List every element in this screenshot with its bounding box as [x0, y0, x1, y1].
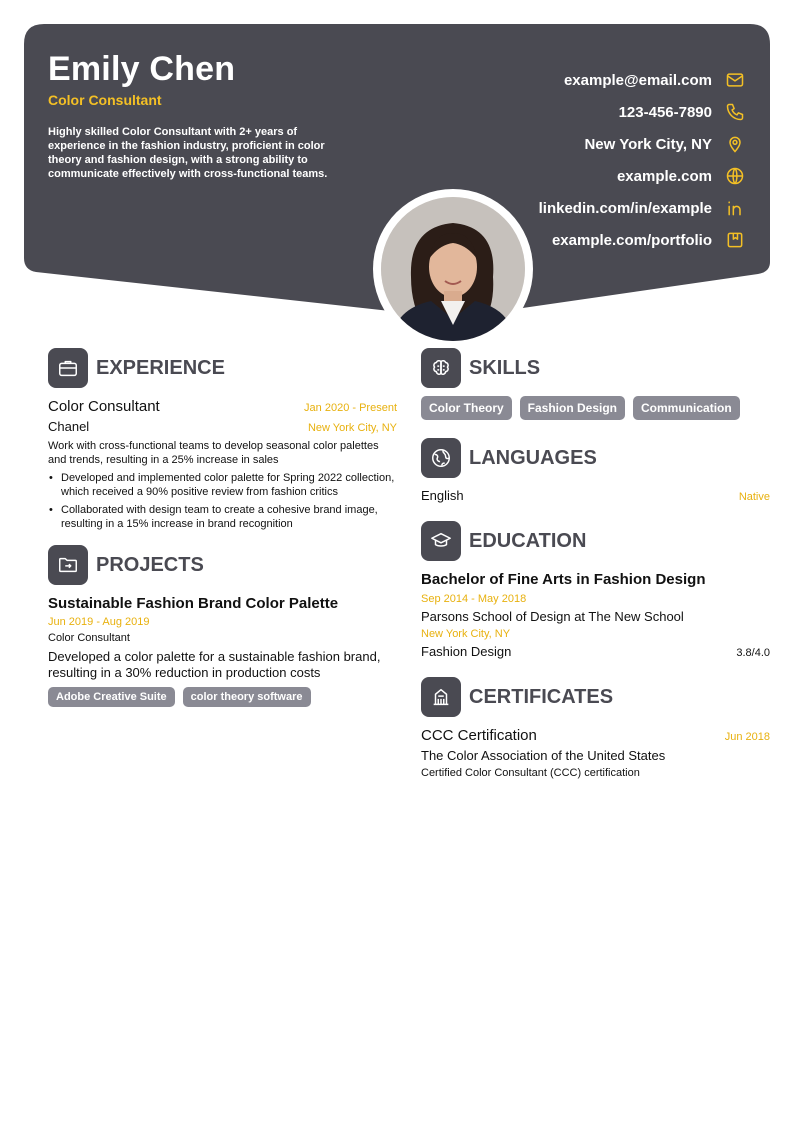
- right-column: [421, 348, 770, 779]
- contact-website[interactable]: [386, 160, 746, 192]
- contact-website-text[interactable]: example.com: [616, 167, 712, 185]
- project-description: Developed a color palette for a sustainable fashion brand, resulting in a 30% reduction in production costs: [48, 649, 381, 680]
- globe-icon: [724, 165, 746, 187]
- brain-icon: [421, 348, 461, 388]
- project-date: Jun 2019 - Aug 2019: [48, 616, 150, 628]
- list-item: • Collaborated with design team to create a cohesive brand image, resulting in a 15% increase in brand recognition: [48, 503, 397, 531]
- contact-phone[interactable]: [386, 96, 746, 128]
- certificate-date: Jun 2018: [724, 731, 770, 743]
- skills-list: [421, 396, 770, 420]
- avatar: [381, 197, 525, 341]
- education-field: Fashion Design: [421, 644, 512, 659]
- linkedin-icon: [724, 197, 746, 219]
- project-role: Color Consultant: [48, 632, 130, 644]
- job-bullets: [48, 471, 397, 531]
- education-title: EDUCATION: [469, 529, 587, 552]
- certificate-issuer: The Color Association of the United States: [421, 748, 666, 763]
- education-degree: Bachelor of Fine Arts in Fashion Design: [421, 571, 706, 588]
- phone-icon: [724, 101, 746, 123]
- project-name: Sustainable Fashion Brand Color Palette: [48, 595, 339, 612]
- education-date: Sep 2014 - May 2018: [421, 593, 527, 605]
- contact-email[interactable]: [386, 64, 746, 96]
- contact-email-text[interactable]: example@email.com: [563, 71, 712, 89]
- language-level: Native: [738, 491, 770, 503]
- globe-icon: [421, 438, 461, 478]
- education-gpa: 3.8/4.0: [736, 647, 770, 659]
- projects-header: [48, 545, 397, 585]
- job-date: Jan 2020 - Present: [304, 402, 397, 414]
- certificate-description: Certified Color Consultant (CCC) certification: [421, 767, 640, 779]
- skill-tag: Fashion Design: [520, 396, 625, 420]
- contact-location-text: New York City, NY: [584, 135, 712, 153]
- certificate-item: [421, 727, 770, 779]
- project-tag: Adobe Creative Suite: [48, 687, 175, 707]
- job-description: Work with cross-functional teams to develop seasonal color palettes and trends, resulting in a 25% increase in sales: [48, 440, 379, 466]
- certificate-icon: [421, 677, 461, 717]
- contact-linkedin-text[interactable]: linkedin.com/in/example: [538, 199, 712, 217]
- experience-header: [48, 348, 397, 388]
- experience-item: [48, 398, 397, 531]
- education-school: Parsons School of Design at The New School: [421, 609, 684, 624]
- candidate-name: Emily Chen: [48, 50, 236, 88]
- skills-title: SKILLS: [469, 356, 541, 379]
- mail-icon: [724, 69, 746, 91]
- bookmark-icon: [724, 229, 746, 251]
- project-tag: color theory software: [183, 687, 311, 707]
- job-title: Color Consultant: [48, 398, 160, 415]
- education-location: New York City, NY: [421, 628, 511, 640]
- language-item: [421, 488, 770, 503]
- folder-icon: [48, 545, 88, 585]
- location-icon: [724, 133, 746, 155]
- left-column: [48, 348, 397, 707]
- languages-title: LANGUAGES: [469, 446, 597, 469]
- certificates-header: [421, 677, 770, 717]
- project-tags: [48, 687, 397, 707]
- job-company: Chanel: [48, 419, 90, 434]
- language-name: English: [421, 488, 464, 503]
- contact-phone-text[interactable]: 123-456-7890: [618, 103, 712, 121]
- skill-tag: Color Theory: [421, 396, 512, 420]
- job-location: New York City, NY: [307, 422, 397, 434]
- languages-header: [421, 438, 770, 478]
- projects-title: PROJECTS: [96, 553, 204, 576]
- certificates-title: CERTIFICATES: [469, 685, 614, 708]
- experience-title: EXPERIENCE: [96, 356, 225, 379]
- list-item: • Developed and implemented color palette for Spring 2022 collection, which received a 90% positive review from fashion critics: [48, 471, 397, 499]
- skill-tag: Communication: [633, 396, 740, 420]
- contact-location: [386, 128, 746, 160]
- education-header: [421, 521, 770, 561]
- skills-header: [421, 348, 770, 388]
- briefcase-icon: [48, 348, 88, 388]
- graduation-cap-icon: [421, 521, 461, 561]
- candidate-title: Color Consultant: [48, 92, 162, 108]
- certificate-name: CCC Certification: [421, 727, 537, 744]
- project-item: [48, 595, 397, 707]
- contact-portfolio-text[interactable]: example.com/portfolio: [551, 231, 712, 249]
- summary-text: Highly skilled Color Consultant with 2+ years of experience in the fashion industry, proficient in color theory and fashion design, with a strong ability to communicate effectively with cross-functional teams.: [48, 126, 328, 180]
- education-item: [421, 571, 770, 659]
